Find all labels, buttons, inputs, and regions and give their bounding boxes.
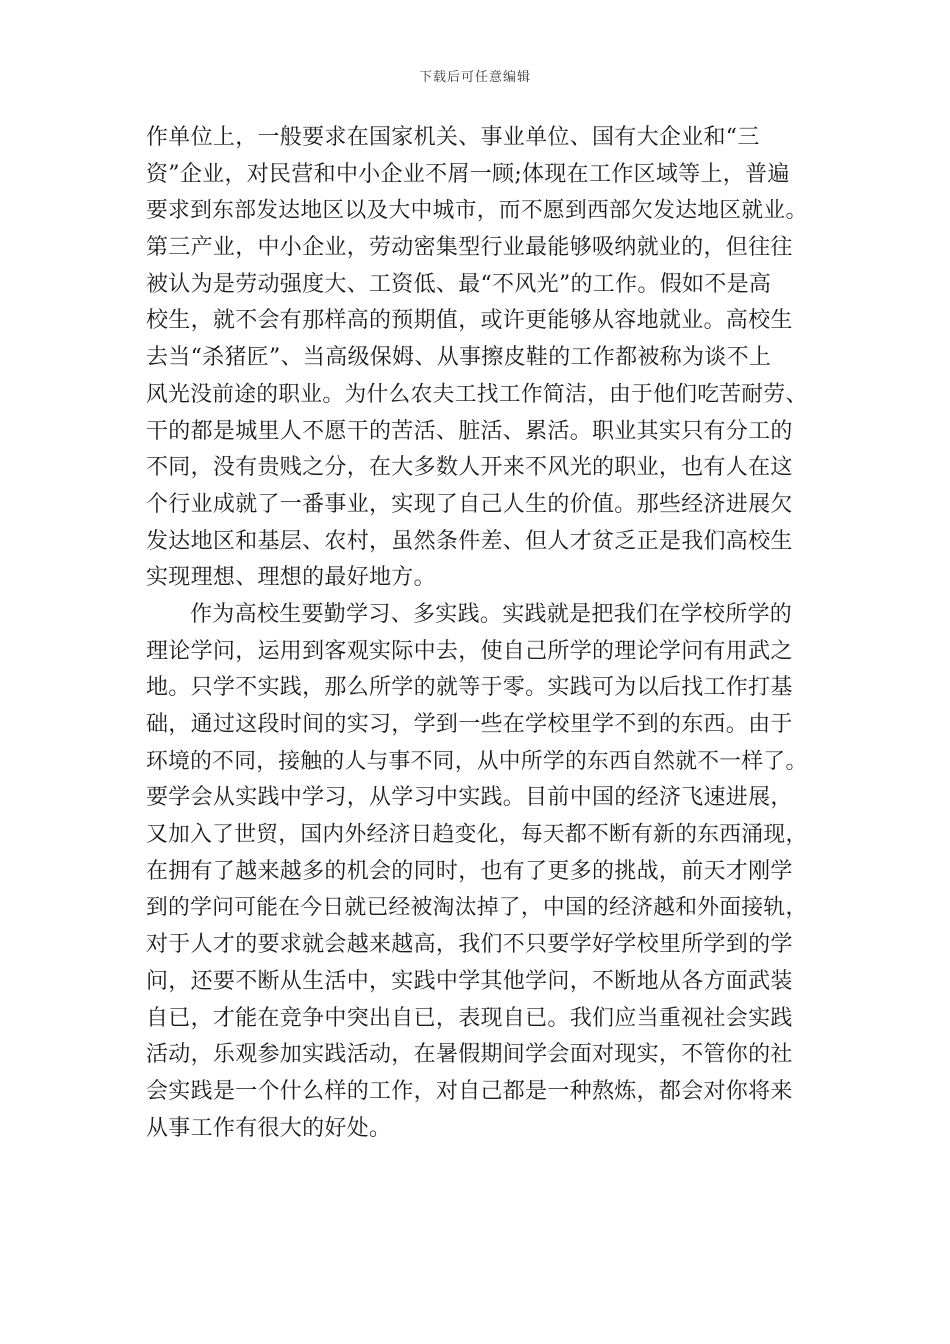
- text-line: 作为高校生要勤学习、多实践。实践就是把我们在学校所学的: [190, 601, 793, 627]
- text-line: 自已，才能在竞争中突出自已，表现自已。我们应当重视社会实践: [146, 1005, 793, 1031]
- text-line: 理论学问，运用到客观实际中去，使自己所学的理论学问有用武之: [146, 638, 793, 664]
- text-line: 干的都是城里人不愿干的苦活、脏活、累活。职业其实只有分工的: [146, 418, 793, 444]
- text-line: 在拥有了越来越多的机会的同时，也有了更多的挑战，前天才刚学: [146, 858, 793, 884]
- text-line: 被认为是劳动强度大、工资低、最“不风光”的工作。假如不是高: [146, 271, 772, 297]
- text-line: 风光没前途的职业。为什么农夫工找工作简洁，由于他们吃苦耐劳、: [146, 381, 808, 407]
- text-line: 环境的不同，接触的人与事不同，从中所学的东西自然就不一样了。: [146, 748, 808, 774]
- text-line: 第三产业，中小企业，劳动密集型行业最能够吸纳就业的，但往往: [146, 235, 793, 261]
- text-line: 要求到东部发达地区以及大中城市，而不愿到西部欠发达地区就业。: [146, 198, 808, 224]
- text-line: 要学会从实践中学习，从学习中实践。目前中国的经济飞速进展，: [146, 785, 793, 811]
- text-line: 从事工作有很大的好处。: [146, 1115, 392, 1141]
- document-body: [146, 120, 810, 1147]
- text-line: 去当“杀猪匠”、当高级保姆、从事擦皮鞋的工作都被称为谈不上: [146, 345, 772, 371]
- text-line: 到的学问可能在今日就已经被淘汰掉了，中国的经济越和外面接轨，: [146, 895, 808, 921]
- text-line: 会实践是一个什么样的工作，对自己都是一种熬炼，都会对你将来: [146, 1078, 793, 1104]
- text-line: 发达地区和基层、农村，虽然条件差、但人才贫乏正是我们高校生: [146, 528, 793, 554]
- text-line: 校生，就不会有那样高的预期值，或许更能够从容地就业。高校生: [146, 308, 793, 334]
- text-line: 础，通过这段时间的实习，学到一些在学校里学不到的东西。由于: [146, 712, 793, 737]
- text-line: 实现理想、理想的最好地方。: [146, 565, 436, 591]
- paragraph-1: [146, 120, 810, 597]
- page-header: 下载后可任意编辑: [418, 70, 531, 85]
- text-line: 个行业成就了一番事业，实现了自己人生的价值。那些经济进展欠: [146, 491, 793, 517]
- text-line: 对于人才的要求就会越来越高，我们不只要学好学校里所学到的学: [146, 932, 793, 958]
- text-line: 不同，没有贵贱之分，在大多数人开来不风光的职业，也有人在这: [146, 455, 793, 481]
- text-line: 地。只学不实践，那么所学的就等于零。实践可为以后找工作打基: [146, 675, 793, 701]
- text-line: 活动，乐观参加实践活动，在暑假期间学会面对现实，不管你的社: [146, 1042, 793, 1068]
- text-line: 又加入了世贸，国内外经济日趋变化，每天都不断有新的东西涌现，: [146, 822, 808, 848]
- text-line: 作单位上，一般要求在国家机关、事业单位、国有大企业和“三: [146, 125, 760, 150]
- paragraph-2: [146, 597, 810, 1147]
- text-line: 资”企业，对民营和中小企业不屑一顾;体现在工作区域等上，普遍: [146, 161, 790, 187]
- text-line: 问，还要不断从生活中，实践中学其他学问，不断地从各方面武装: [146, 968, 793, 994]
